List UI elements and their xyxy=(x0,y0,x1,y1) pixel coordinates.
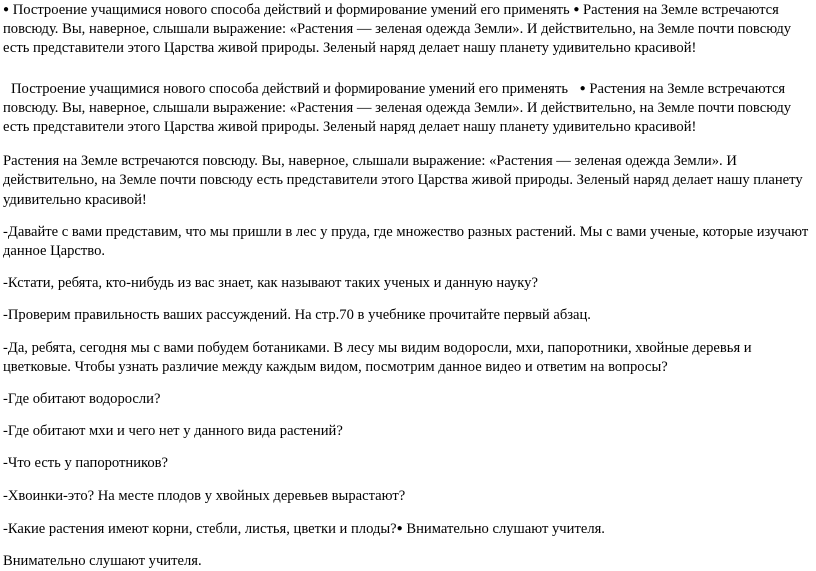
paragraph-7 xyxy=(3,339,811,377)
paragraph-text: -Где обитают мхи и чего нет у данного вида растений? xyxy=(3,423,343,440)
paragraph-text: Растения на Земле встречаются повсюду. Вы, наверное, слышали выражение: «Растения — зеленая одежда Земли». И действительно, на Земле почти повсюду есть представители этого Царства живой природы. Зеленый наряд делает нашу планету удивительно красивой! xyxy=(3,2,792,57)
paragraph-10 xyxy=(3,454,811,473)
paragraph-6 xyxy=(3,306,811,325)
paragraph-text: -Кстати, ребята, кто-нибудь из вас знает, как называют таких ученых и данную науку? xyxy=(3,275,538,292)
paragraph-5 xyxy=(3,274,811,293)
paragraph-text: Построение учащимися нового способа действий и формирование умений его применять xyxy=(11,80,572,97)
paragraph-3 xyxy=(3,152,811,210)
bullet-icon: ● xyxy=(573,4,580,15)
paragraph-8 xyxy=(3,390,811,409)
paragraph-text: -Да, ребята, сегодня мы с вами побудем ботаниками. В лесу мы видим водоросли, мхи, папоротники, хвойные деревья и цветковые. Чтобы узнать различие между каждым видом, посмотрим данное видео и ответим на вопросы? xyxy=(3,339,752,375)
paragraph-text: Внимательно слушают учителя. xyxy=(3,553,202,570)
paragraph-text: -Где обитают водоросли? xyxy=(3,391,161,408)
paragraph-2 xyxy=(3,79,811,138)
bullet-icon: ● xyxy=(579,82,586,94)
paragraph-text: Растения на Земле встречаются повсюду. Вы, наверное, слышали выражение: «Растения — зеленая одежда Земли». И действительно, на Земле почти повсюду есть представители этого Царства живой природы. Зеленый наряд делает нашу планету удивительно красивой! xyxy=(3,153,803,208)
paragraph-1 xyxy=(3,0,811,59)
bullet-icon: ● xyxy=(396,522,403,534)
paragraph-text: Растения на Земле встречаются повсюду. Вы, наверное, слышали выражение: «Растения — зеленая одежда Земли». И действительно, на Земле почти повсюду есть представители этого Царства живой природы. Зеленый наряд делает нашу планету удивительно красивой! xyxy=(3,80,792,136)
paragraph-text: -Какие растения имеют корни, стебли, листья, цветки и плоды? xyxy=(3,520,397,537)
paragraph-text: -Давайте с вами представим, что мы пришли в лес у пруда, где множество разных растений. Мы с вами ученые, которые изучают данное Царство. xyxy=(3,223,809,260)
paragraph-11 xyxy=(3,487,811,506)
bullet-icon: ● xyxy=(3,4,10,15)
paragraph-text: -Хвоинки-это? На месте плодов у хвойных деревьев вырастают? xyxy=(3,487,406,504)
paragraph-text: Построение учащимися нового способа действий и формирование умений его применять xyxy=(9,2,574,18)
paragraph-text: -Проверим правильность ваших рассуждений. На стр.70 в учебнике прочитайте первый абзац. xyxy=(3,307,591,324)
paragraph-4 xyxy=(3,223,811,261)
paragraph-12 xyxy=(3,519,811,539)
paragraph-text: Внимательно слушают учителя. xyxy=(402,520,605,537)
paragraph-13 xyxy=(3,552,811,571)
paragraph-text: -Что есть у папоротников? xyxy=(3,455,169,472)
paragraph-9 xyxy=(3,422,811,441)
document-body xyxy=(3,0,811,571)
